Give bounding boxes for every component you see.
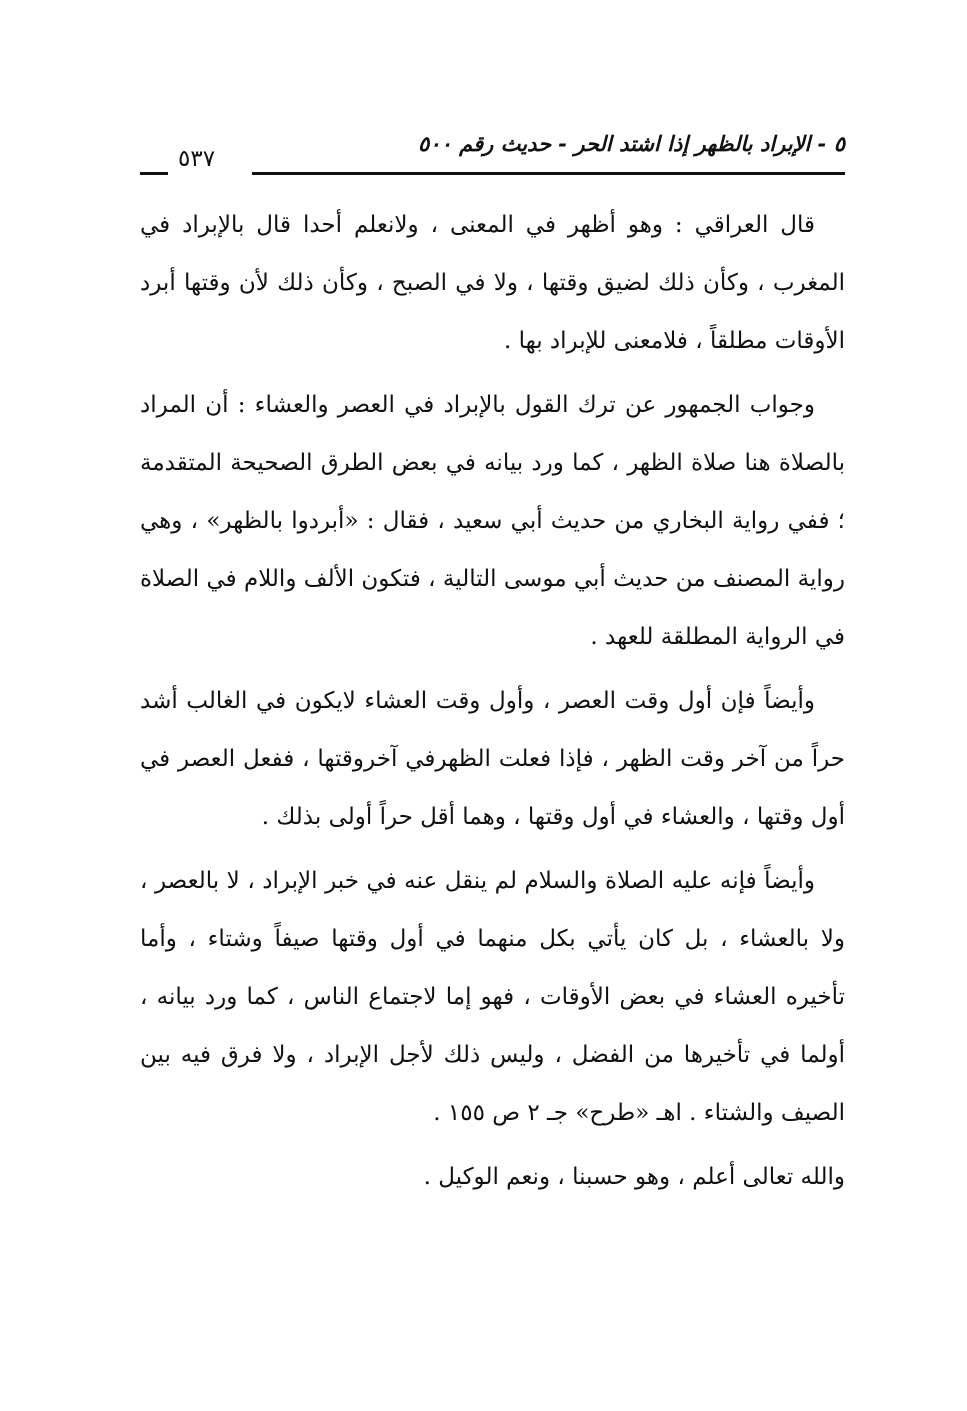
page-number-dash	[140, 172, 168, 175]
closing-line: والله تعالى أعلم ، وهو حسبنا ، ونعم الوكيل .	[423, 1164, 845, 1190]
page-number: ٥٣٧	[178, 146, 216, 172]
chapter-title: ٥ - الإبراد بالظهر إذا اشتد الحر - حديث رقم ٥٠٠	[417, 132, 845, 156]
running-header	[140, 132, 845, 174]
header-rule	[252, 172, 845, 175]
paragraph: قال العراقي : وهو أظهر في المعنى ، ولانعلم أحدا قال بالإبراد في المغرب ، وكأن ذلك لضيق وقتها ، ولا في الصبح ، وكأن ذلك لأن وقتها أبرد الأوقات مطلقاً ، فلامعنى للإبراد بها .	[140, 212, 845, 354]
paragraph: وأيضاً فإنه عليه الصلاة والسلام لم ينقل عنه في خبر الإبراد ، لا بالعصر ، ولا بالعشاء ، بل كان يأتي بكل منهما في أول وقتها صيفاً وشتاء ، وأما تأخيره العشاء في بعض الأوقات ، فهو إما لاجتماع الناس ، كما ورد بيانه ، أولما في تأخيرها من الفضل ، وليس ذلك لأجل الإبراد ، ولا فرق فيه بين الصيف والشتاء . اهـ «طرح» جـ ٢ ص ١٥٥ .	[140, 868, 845, 1126]
body-text	[140, 196, 845, 1206]
paragraph: وجواب الجمهور عن ترك القول بالإبراد في العصر والعشاء : أن المراد بالصلاة هنا صلاة الظهر ، كما ورد بيانه في بعض الطرق الصحيحة المتقدمة ؛ ففي رواية البخاري من حديث أبي سعيد ، فقال : «أبردوا بالظهر» ، وهي رواية المصنف من حديث أبي موسى التالية ، فتكون الألف واللام في الصلاة في الرواية المطلقة للعهد .	[140, 392, 845, 650]
paragraph: وأيضاً فإن أول وقت العصر ، وأول وقت العشاء لايكون في الغالب أشد حراً من آخر وقت الظهر ، فإذا فعلت الظهرفي آخروقتها ، ففعل العصر في أول وقتها ، والعشاء في أول وقتها ، وهما أقل حراً أولى بذلك .	[140, 688, 845, 830]
